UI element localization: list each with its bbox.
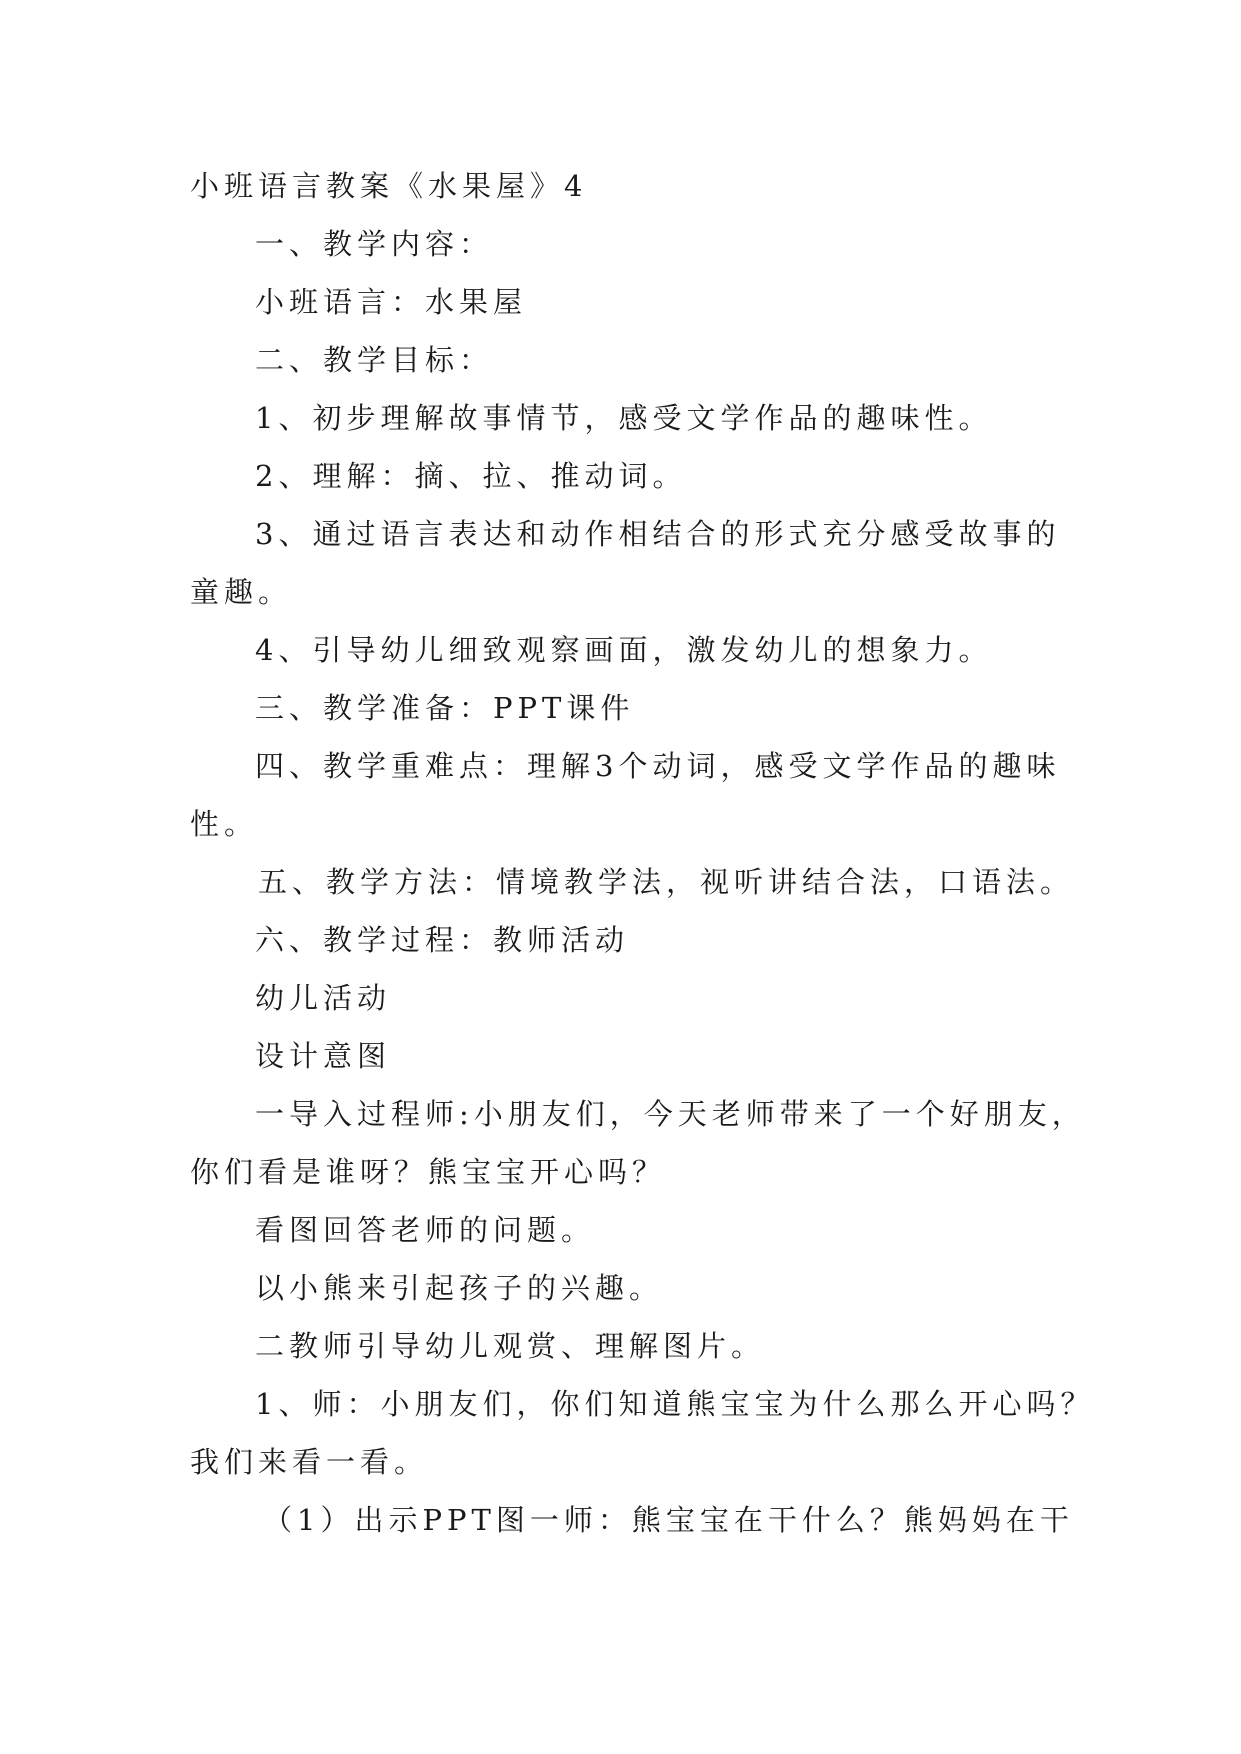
paragraph-line: 二教师引导幼儿观赏、理解图片。 [255,1329,766,1363]
section-heading-goals: 二、教学目标： [255,343,494,377]
paragraph-line: 1、师：小朋友们，你们知道熊宝宝为什么那么开心吗？ [255,1387,1095,1421]
paragraph-line: 3、通过语言表达和动作相结合的形式充分感受故事的 [255,517,1061,551]
paragraph-line: 2、理解：摘、拉、推动词。 [255,459,687,493]
document-title: 小班语言教案《水果屋》4 [190,169,588,203]
paragraph-line: 性。 [190,807,259,841]
paragraph-line: 一导入过程师:小朋友们，今天老师带来了一个好朋友， [255,1097,1086,1131]
section-heading-preparation: 三、教学准备：PPT课件 [255,691,635,725]
section-heading-process: 六、教学过程：教师活动 [255,923,630,957]
paragraph-line: 童趣。 [190,575,293,609]
paragraph-line: 4、引导幼儿细致观察画面，激发幼儿的想象力。 [255,633,993,667]
paragraph-line: 小班语言：水果屋 [255,285,528,319]
section-heading-methods: 五、教学方法：情境教学法，视听讲结合法，口语法。 [258,865,1075,899]
paragraph-line: （1）出示PPT图一师：熊宝宝在干什么？熊妈妈在干 [263,1503,1074,1537]
section-heading-key-points: 四、教学重难点：理解3个动词，感受文学作品的趣味 [255,749,1061,783]
paragraph-line: 以小熊来引起孩子的兴趣。 [255,1271,664,1305]
paragraph-line: 我们来看一看。 [190,1445,429,1479]
paragraph-line: 1、初步理解故事情节，感受文学作品的趣味性。 [255,401,993,435]
paragraph-line: 你们看是谁呀？熊宝宝开心吗？ [190,1155,667,1189]
section-heading-content: 一、教学内容： [255,227,494,261]
paragraph-line: 设计意图 [255,1039,392,1073]
paragraph-line: 幼儿活动 [255,981,392,1015]
paragraph-line: 看图回答老师的问题。 [255,1213,596,1247]
